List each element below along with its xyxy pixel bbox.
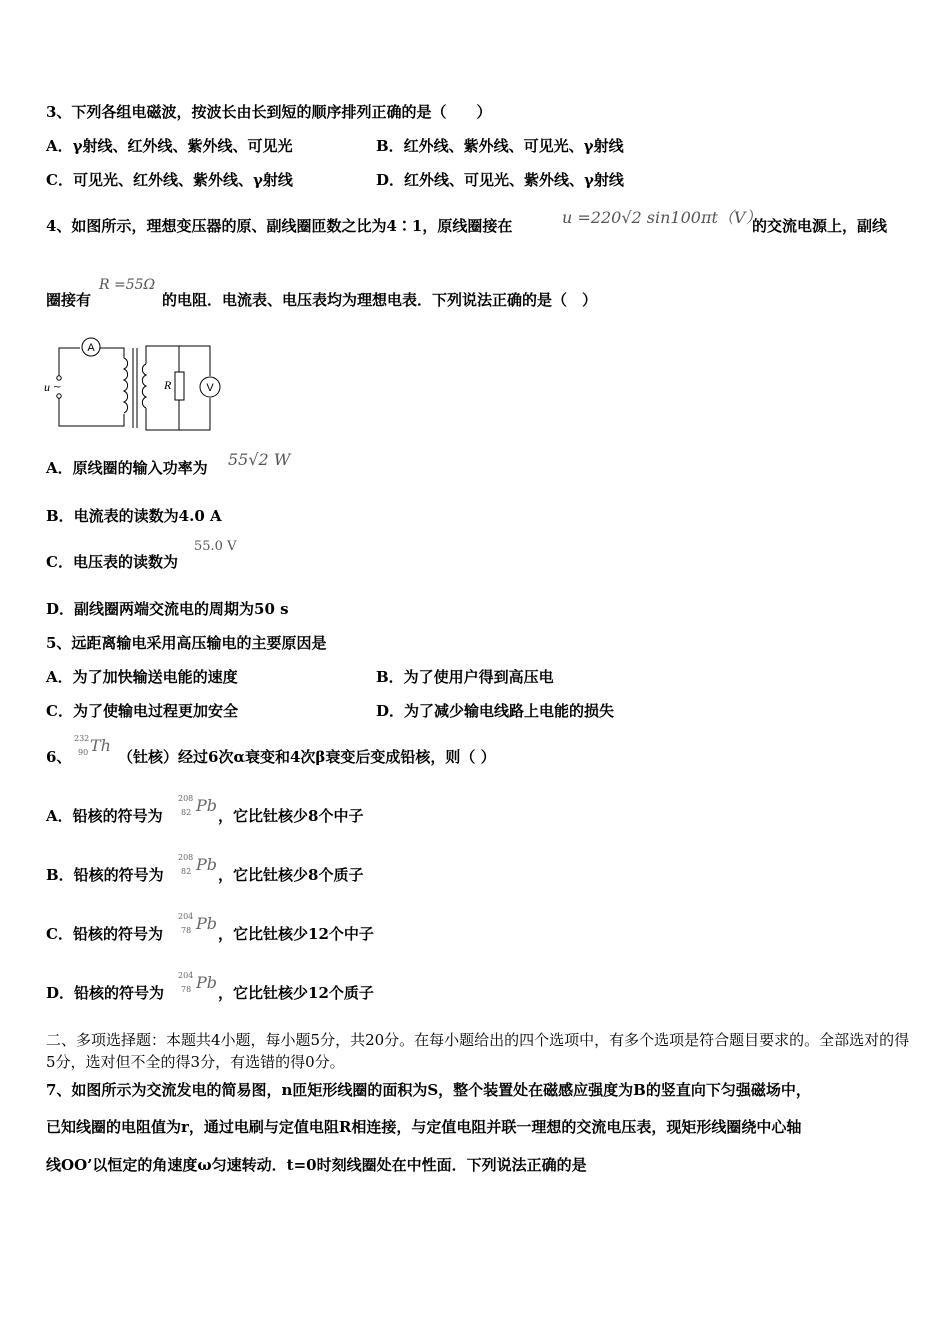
q4-option-c: C．电压表的读数为 [46,553,178,571]
q4-option-d: D．副线圈两端交流电的周期为50 s [46,600,289,618]
q7-line2: 已知线圈的电阻值为r，通过电刷与定值电阻R相连接，与定值电阻并联一理想的交流电压表，现矩形线圈绕中心轴 [46,1118,802,1136]
ammeter-label: A [87,342,95,354]
ac-symbol-icon: ~ [53,382,62,393]
atomic-number: 82 [181,867,192,876]
q6-option-d-suffix: ，它比钍核少12个质子 [218,984,374,1002]
q4-option-a-math: 55√2 W [228,450,291,469]
q4-stem-part4: 的电阻．电流表、电压表均为理想电表．下列说法正确的是（ ） [162,291,598,309]
q4-voltage-formula: u =220√2 sin100πt（V） [562,208,762,227]
q6-option-c-suffix: ，它比钍核少12个中子 [218,925,374,943]
q5-option-a: A．为了加快输送电能的速度 [46,668,238,686]
q6-option-d-prefix: D．铅核的符号为 [46,984,165,1002]
section2-heading: 二、多项选择题：本题共4小题，每小题5分，共20分。在每小题给出的四个选项中，有多个选项是符合题目要求的。全部选对的得5分，选对但不全的得3分，有选错的得0分。 [46,1031,910,1071]
atomic-number: 78 [181,926,192,935]
q3-option-a: A．γ射线、红外线、紫外线、可见光 [46,137,293,155]
thorium-nuclide [74,734,114,762]
q4-stem-part1: 4、如图所示，理想变压器的原、副线圈匝数之比为4∶1，原线圈接在 [46,217,513,235]
thorium-mass-number: 232 [74,734,90,743]
source-label: u [44,380,50,394]
mass-number: 208 [178,853,194,862]
mass-number: 204 [178,971,194,980]
q6-option-d-nuclide [178,971,218,999]
q3-option-d: D．红外线、可见光、紫外线、γ射线 [376,171,624,189]
mass-number: 208 [178,794,194,803]
q5-option-d: D．为了减少输电线路上电能的损失 [376,702,615,720]
q4-option-b: B．电流表的读数为4.0 A [46,507,222,525]
resistor-label: R [164,378,172,392]
q7-line3: 线OO’以恒定的角速度ω匀速转动．t=0时刻线圈处在中性面．下列说法正确的是 [46,1156,587,1174]
atomic-number: 82 [181,808,192,817]
thorium-symbol: Th [90,736,111,755]
element-symbol: Pb [196,914,218,933]
q5-stem: 5、远距离输电采用高压输电的主要原因是 [46,634,327,652]
q6-option-b-suffix: ，它比钍核少8个质子 [218,866,364,884]
q6-number: 6、 [46,748,72,766]
q3-stem: 3、下列各组电磁波，按波长由长到短的顺序排列正确的是（ ） [46,103,492,121]
mass-number: 204 [178,912,194,921]
q5-option-b: B．为了使用户得到高压电 [376,668,554,686]
q6-option-a-suffix: ，它比钍核少8个中子 [218,807,364,825]
q4-resistance-formula: R =55Ω [99,277,156,293]
element-symbol: Pb [196,796,218,815]
q3-option-b: B．红外线、紫外线、可见光、γ射线 [376,137,624,155]
q5-option-c: C．为了使输电过程更加安全 [46,702,238,720]
q7-line1: 7、如图所示为交流发电的简易图，n匝矩形线圈的面积为S，整个装置处在磁感应强度为B的竖直向下匀强磁场中， [46,1081,811,1099]
q6-option-a-prefix: A．铅核的符号为 [46,807,163,825]
q4-stem-part2: 的交流电源上，副线 [752,217,888,235]
q6-option-a-nuclide [178,794,218,822]
q6-stem: （钍核）经过6次α衰变和4次β衰变后变成铅核，则（ ） [118,748,496,766]
q6-option-c-nuclide [178,912,218,940]
q6-option-b-nuclide [178,853,218,881]
q6-option-c-prefix: C．铅核的符号为 [46,925,163,943]
thorium-atomic-number: 90 [78,748,89,757]
q3-option-c: C．可见光、红外线、紫外线、γ射线 [46,171,293,189]
element-symbol: Pb [196,855,218,874]
transformer-circuit-diagram [42,334,228,434]
q4-stem-part3: 圈接有 [46,291,92,309]
q6-option-b-prefix: B．铅核的符号为 [46,866,164,884]
element-symbol: Pb [196,973,218,992]
atomic-number: 78 [181,985,192,994]
q4-option-a: A．原线圈的输入功率为 [46,459,208,477]
voltmeter-label: V [206,382,214,394]
q4-option-c-math: 55.0 V [194,539,237,554]
